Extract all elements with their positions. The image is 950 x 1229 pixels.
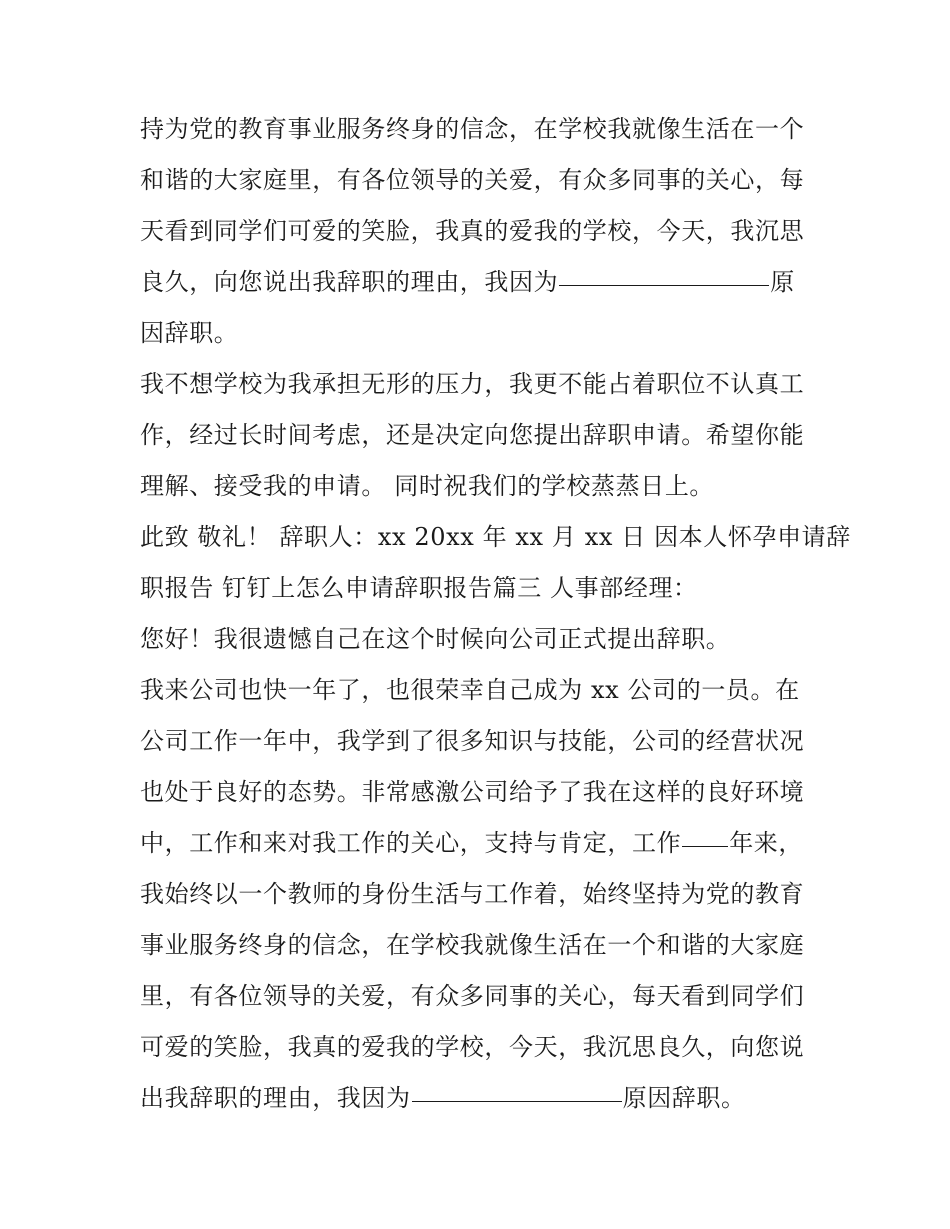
text-line-2: 和谐的大家庭里，有各位领导的关爱，有众多同事的关心，每 (140, 166, 805, 194)
text-line-8: 理解、接受我的申请。 同时祝我们的学校蒸蒸日上。 (140, 472, 715, 500)
text-segment: 原 (770, 268, 795, 296)
text-line-9: 此致 敬礼！ 辞职人：xx 20xx 年 xx 月 xx 日 因本人怀孕申请辞 (140, 523, 851, 551)
text-line-13: 公司工作一年中，我学到了很多知识与技能，公司的经营状况 (140, 727, 805, 755)
text-line-7: 作，经过长时间考虑，还是决定向您提出辞职申请。希望你能 (140, 421, 805, 449)
text-segment: 原因辞职。 (622, 1084, 746, 1112)
text-line-4 (140, 257, 820, 308)
text-line-20 (140, 1073, 820, 1124)
fill-in-blank (412, 1100, 622, 1102)
document-page (140, 104, 851, 1124)
text-segment: 年来， (729, 829, 804, 857)
text-line-19: 可爱的笑脸，我真的爱我的学校，今天，我沉思良久，向您说 (140, 1033, 805, 1061)
text-line-15 (140, 818, 820, 869)
text-line-10: 职报告 钉钉上怎么申请辞职报告篇三 人事部经理： (140, 574, 698, 602)
text-segment: 良久，向您说出我辞职的理由，我因为 (140, 268, 559, 296)
text-line-11: 您好！我很遗憾自己在这个时候向公司正式提出辞职。 (140, 625, 731, 653)
fill-in-blank (559, 284, 769, 286)
text-line-6: 我不想学校为我承担无形的压力，我更不能占着职位不认真工 (140, 370, 805, 398)
text-line-12: 我来公司也快一年了，也很荣幸自己成为 xx 公司的一员。在 (140, 676, 800, 704)
text-line-16: 我始终以一个教师的身份生活与工作着，始终坚持为党的教育 (140, 880, 805, 908)
text-line-17: 事业服务终身的信念，在学校我就像生活在一个和谐的大家庭 (140, 931, 805, 959)
text-line-18: 里，有各位领导的关爱，有众多同事的关心，每天看到同学们 (140, 982, 805, 1010)
text-segment: 中，工作和来对我工作的关心，支持与肯定，工作 (140, 829, 682, 857)
text-line-14: 也处于良好的态势。非常感激公司给予了我在这样的良好环境 (140, 778, 805, 806)
text-line-1: 持为党的教育事业服务终身的信念，在学校我就像生活在一个 (140, 115, 805, 143)
fill-in-blank (682, 845, 728, 847)
text-segment: 出我辞职的理由，我因为 (140, 1084, 411, 1112)
text-line-5: 因辞职。 (140, 319, 239, 347)
text-line-3: 天看到同学们可爱的笑脸，我真的爱我的学校，今天，我沉思 (140, 217, 805, 245)
